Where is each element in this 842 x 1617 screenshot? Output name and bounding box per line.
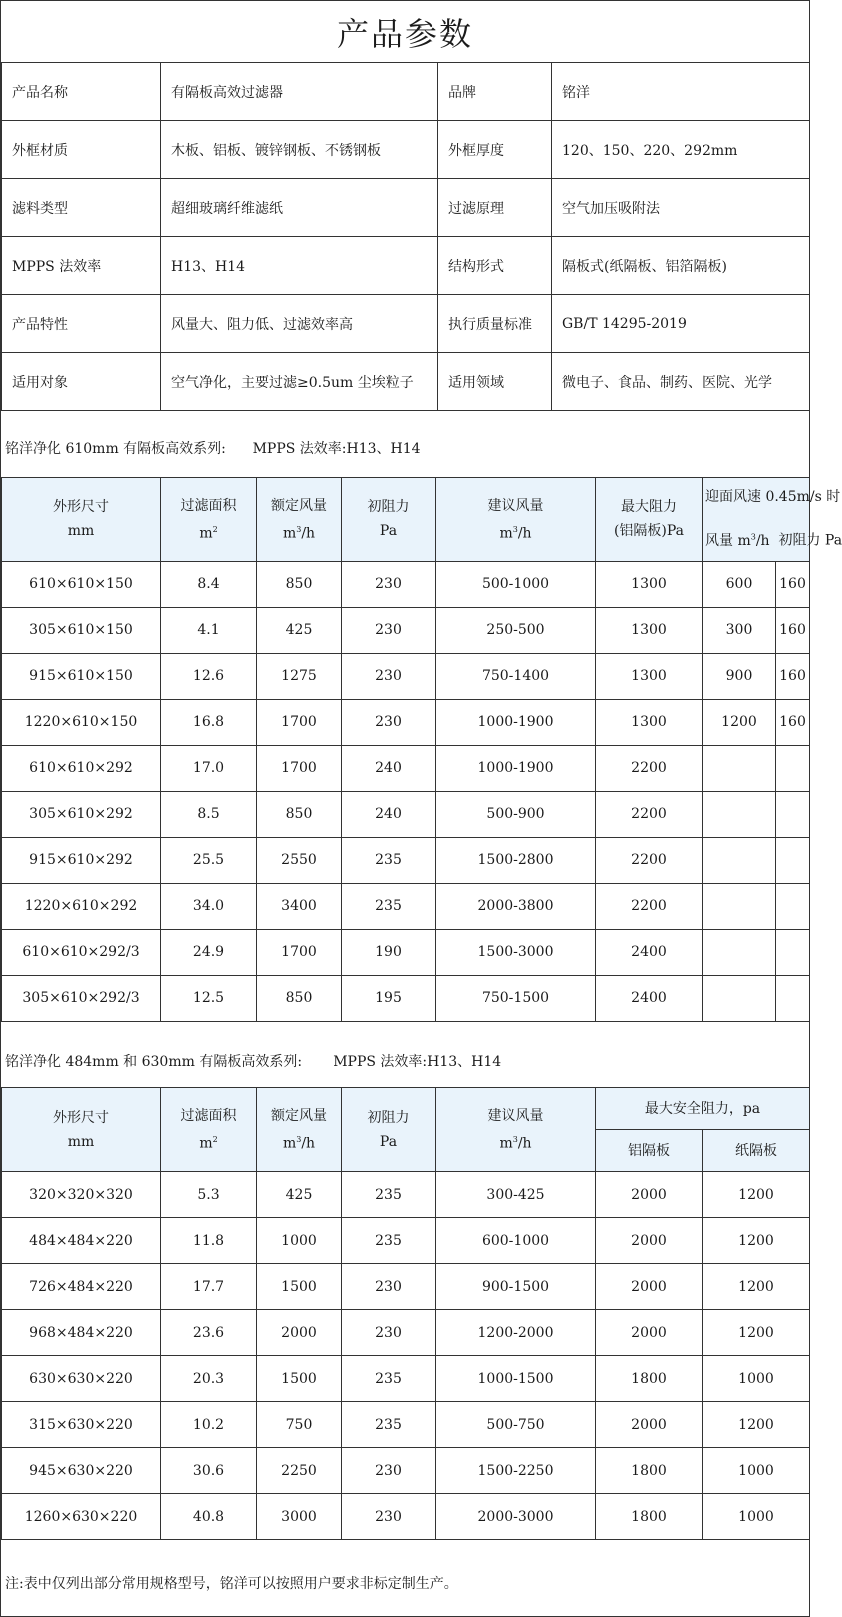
s2-table-row — [2, 1218, 810, 1264]
s2-cell: 750 — [257, 1402, 342, 1448]
s1-table-row — [2, 745, 810, 791]
s1-cell: 305×610×292 — [2, 791, 161, 837]
s2-cell: 235 — [342, 1218, 436, 1264]
s1-cell: 300 — [703, 607, 776, 653]
s1-cell: 230 — [342, 561, 436, 607]
param-label: 结构形式 — [438, 237, 552, 295]
s1-cell: 3400 — [257, 883, 342, 929]
s2-cell: 600-1000 — [436, 1218, 596, 1264]
s2-cell: 1200 — [703, 1310, 810, 1356]
s2-cell: 1000 — [257, 1218, 342, 1264]
s1-cell — [703, 837, 776, 883]
param-value: 120、150、220、292mm — [552, 121, 810, 179]
param-value: 木板、铝板、镀锌钢板、不锈钢板 — [161, 121, 438, 179]
s1-cell: 230 — [342, 653, 436, 699]
params-row — [2, 237, 810, 295]
s2-cell: 30.6 — [161, 1448, 257, 1494]
s1-cell — [776, 929, 810, 975]
s2-cell: 968×484×220 — [2, 1310, 161, 1356]
param-label: 外框材质 — [2, 121, 161, 179]
s2-cell: 230 — [342, 1448, 436, 1494]
s1-col-flow: 额定风量 $m^3/h$ — [257, 478, 342, 562]
s1-cell: 235 — [342, 837, 436, 883]
s1-col-max: 最大阻力 (铝隔板)Pa — [596, 478, 703, 562]
s2-table-row — [2, 1264, 810, 1310]
s2-cell: 320×320×320 — [2, 1172, 161, 1218]
s1-cell: 34.0 — [161, 883, 257, 929]
s2-table-row — [2, 1448, 810, 1494]
s1-cell: 1300 — [596, 607, 703, 653]
page-title: 产品参数 — [1, 1, 809, 63]
s2-cell: 726×484×220 — [2, 1264, 161, 1310]
s1-cell: 500-900 — [436, 791, 596, 837]
s2-cell: 1800 — [596, 1494, 703, 1540]
s1-cell: 610×610×292 — [2, 745, 161, 791]
s1-cell: 2400 — [596, 929, 703, 975]
s2-cell: 2000 — [596, 1218, 703, 1264]
param-value: 隔板式(纸隔板、铝箔隔板) — [552, 237, 810, 295]
s1-table-row — [2, 653, 810, 699]
s1-cell: 195 — [342, 975, 436, 1021]
s2-cell: 500-750 — [436, 1402, 596, 1448]
s1-cell: 900 — [703, 653, 776, 699]
param-label: 产品名称 — [2, 63, 161, 121]
s1-cell: 305×610×150 — [2, 607, 161, 653]
s1-cell: 1500-3000 — [436, 929, 596, 975]
s1-cell — [703, 745, 776, 791]
s2-cell: 1500 — [257, 1356, 342, 1402]
s1-cell: 915×610×292 — [2, 837, 161, 883]
s1-table-row — [2, 975, 810, 1021]
s1-cell: 230 — [342, 607, 436, 653]
s1-cell: 1275 — [257, 653, 342, 699]
s1-cell: 160 — [776, 561, 810, 607]
s1-cell: 1700 — [257, 699, 342, 745]
s1-table-row — [2, 837, 810, 883]
s2-cell: 230 — [342, 1494, 436, 1540]
s2-cell: 23.6 — [161, 1310, 257, 1356]
s1-cell: 1700 — [257, 745, 342, 791]
s2-cell: 1200 — [703, 1172, 810, 1218]
s2-cell: 235 — [342, 1172, 436, 1218]
footnote: 注:表中仅列出部分常用规格型号，铭洋可以按照用户要求非标定制生产。 — [5, 1576, 458, 1592]
s2-cell: 1000-1500 — [436, 1356, 596, 1402]
s1-col-face-flow: 风量 $m^3/h$ — [705, 532, 770, 549]
s2-cell: 230 — [342, 1264, 436, 1310]
s1-cell: 8.5 — [161, 791, 257, 837]
param-value: 微电子、食品、制药、医院、光学 — [552, 353, 810, 411]
s1-table-row — [2, 791, 810, 837]
params-row — [2, 179, 810, 237]
s2-cell: 1500 — [257, 1264, 342, 1310]
s2-cell: 1200-2000 — [436, 1310, 596, 1356]
params-row — [2, 63, 810, 121]
param-label: 产品特性 — [2, 295, 161, 353]
s2-cell: 945×630×220 — [2, 1448, 161, 1494]
s1-cell: 2200 — [596, 883, 703, 929]
s1-table-row — [2, 883, 810, 929]
s1-cell — [703, 791, 776, 837]
param-label: 过滤原理 — [438, 179, 552, 237]
s2-cell: 20.3 — [161, 1356, 257, 1402]
s1-cell: 16.8 — [161, 699, 257, 745]
s2-cell: 484×484×220 — [2, 1218, 161, 1264]
s1-cell: 1000-1900 — [436, 745, 596, 791]
s1-cell: 610×610×150 — [2, 561, 161, 607]
s2-cell: 1000 — [703, 1448, 810, 1494]
series1-table — [1, 477, 842, 1022]
s1-col-size: 外形尺寸 mm — [2, 478, 161, 562]
s1-cell: 425 — [257, 607, 342, 653]
s1-cell: 12.6 — [161, 653, 257, 699]
s1-cell: 160 — [776, 699, 810, 745]
s1-cell: 600 — [703, 561, 776, 607]
s1-cell: 1500-2800 — [436, 837, 596, 883]
params-table — [1, 62, 810, 411]
s1-cell: 8.4 — [161, 561, 257, 607]
param-label: 外框厚度 — [438, 121, 552, 179]
s1-cell — [703, 975, 776, 1021]
s1-cell: 190 — [342, 929, 436, 975]
s2-cell: 230 — [342, 1310, 436, 1356]
params-row — [2, 353, 810, 411]
s1-table-row — [2, 699, 810, 745]
s1-col-init: 初阻力 Pa — [342, 478, 436, 562]
s2-cell: 2000 — [596, 1402, 703, 1448]
s2-col-area: 过滤面积 $m^2$ — [161, 1088, 257, 1172]
s1-cell — [703, 883, 776, 929]
s2-cell: 40.8 — [161, 1494, 257, 1540]
s1-cell: 1220×610×292 — [2, 883, 161, 929]
s2-cell: 1260×630×220 — [2, 1494, 161, 1540]
s2-cell: 2000 — [596, 1172, 703, 1218]
s2-cell: 300-425 — [436, 1172, 596, 1218]
s2-cell: 1200 — [703, 1218, 810, 1264]
s2-cell: 1200 — [703, 1264, 810, 1310]
s2-cell: 1000 — [703, 1494, 810, 1540]
series2-caption: 铭洋净化 484mm 和 630mm 有隔板高效系列: MPPS 法效率:H13、H14 — [5, 1054, 502, 1070]
s1-cell: 24.9 — [161, 929, 257, 975]
s2-table-row — [2, 1494, 810, 1540]
s2-col-alu: 铝隔板 — [596, 1130, 703, 1172]
s1-cell: 2400 — [596, 975, 703, 1021]
s1-cell: 235 — [342, 883, 436, 929]
param-value: 铭洋 — [552, 63, 810, 121]
s1-cell — [776, 975, 810, 1021]
s1-cell — [776, 883, 810, 929]
s2-cell: 11.8 — [161, 1218, 257, 1264]
s2-cell: 5.3 — [161, 1172, 257, 1218]
s2-cell: 2000 — [596, 1264, 703, 1310]
s2-table-row — [2, 1356, 810, 1402]
param-value: 空气净化，主要过滤≥0.5um 尘埃粒子 — [161, 353, 438, 411]
s1-cell: 2200 — [596, 745, 703, 791]
s2-table-row — [2, 1172, 810, 1218]
s2-cell: 3000 — [257, 1494, 342, 1540]
s1-cell: 12.5 — [161, 975, 257, 1021]
series1-caption: 铭洋净化 610mm 有隔板高效系列: MPPS 法效率:H13、H14 — [5, 441, 421, 457]
s1-cell: 25.5 — [161, 837, 257, 883]
s2-cell: 1500-2250 — [436, 1448, 596, 1494]
s1-cell: 2200 — [596, 791, 703, 837]
s1-cell — [776, 837, 810, 883]
param-value: H13、H14 — [161, 237, 438, 295]
s1-col-face: 迎面风速 0.45m/s 时 风量 $m^3/h$ 初阻力 Pa — [703, 478, 810, 562]
s2-cell: 235 — [342, 1402, 436, 1448]
param-value: 有隔板高效过滤器 — [161, 63, 438, 121]
s1-cell: 750-1400 — [436, 653, 596, 699]
s1-cell: 850 — [257, 975, 342, 1021]
s2-cell: 900-1500 — [436, 1264, 596, 1310]
s1-cell: 305×610×292/3 — [2, 975, 161, 1021]
s1-cell: 850 — [257, 791, 342, 837]
s2-col-flow: 额定风量 $m^3/h$ — [257, 1088, 342, 1172]
s2-cell: 1800 — [596, 1448, 703, 1494]
series2-table — [1, 1087, 810, 1540]
s1-cell: 1300 — [596, 561, 703, 607]
s1-cell: 240 — [342, 745, 436, 791]
s1-cell: 4.1 — [161, 607, 257, 653]
s2-cell: 425 — [257, 1172, 342, 1218]
s1-cell: 1220×610×150 — [2, 699, 161, 745]
s2-cell: 2250 — [257, 1448, 342, 1494]
s2-cell: 1000 — [703, 1356, 810, 1402]
s2-cell: 1800 — [596, 1356, 703, 1402]
s2-col-size: 外形尺寸 mm — [2, 1088, 161, 1172]
s1-cell: 2550 — [257, 837, 342, 883]
s1-cell: 915×610×150 — [2, 653, 161, 699]
s1-cell: 850 — [257, 561, 342, 607]
s2-cell: 2000 — [257, 1310, 342, 1356]
s1-cell: 17.0 — [161, 745, 257, 791]
s1-cell — [776, 745, 810, 791]
s1-cell — [776, 791, 810, 837]
s2-table-row — [2, 1310, 810, 1356]
s1-cell: 1200 — [703, 699, 776, 745]
s1-col-face-init: 初阻力 Pa — [778, 532, 842, 549]
s1-table-row — [2, 929, 810, 975]
param-value: GB/T 14295-2019 — [552, 295, 810, 353]
s2-cell: 315×630×220 — [2, 1402, 161, 1448]
s1-cell: 160 — [776, 653, 810, 699]
s1-cell: 240 — [342, 791, 436, 837]
s1-cell: 1000-1900 — [436, 699, 596, 745]
s1-col-area: 过滤面积 $m^2$ — [161, 478, 257, 562]
param-label: 滤料类型 — [2, 179, 161, 237]
s2-cell: 235 — [342, 1356, 436, 1402]
s1-cell — [703, 929, 776, 975]
param-label: 品牌 — [438, 63, 552, 121]
s1-cell: 250-500 — [436, 607, 596, 653]
param-value: 空气加压吸附法 — [552, 179, 810, 237]
param-label: MPPS 法效率 — [2, 237, 161, 295]
s1-cell: 2000-3800 — [436, 883, 596, 929]
s2-cell: 17.7 — [161, 1264, 257, 1310]
param-label: 适用领域 — [438, 353, 552, 411]
s1-cell: 1300 — [596, 699, 703, 745]
s2-cell: 2000 — [596, 1310, 703, 1356]
s2-cell: 10.2 — [161, 1402, 257, 1448]
s1-cell: 230 — [342, 699, 436, 745]
s1-cell: 610×610×292/3 — [2, 929, 161, 975]
s1-cell: 1300 — [596, 653, 703, 699]
param-value: 超细玻璃纤维滤纸 — [161, 179, 438, 237]
s2-col-init: 初阻力 Pa — [342, 1088, 436, 1172]
s1-cell: 2200 — [596, 837, 703, 883]
s1-col-rec: 建议风量 $m^3/h$ — [436, 478, 596, 562]
s1-cell: 1700 — [257, 929, 342, 975]
param-label: 执行质量标准 — [438, 295, 552, 353]
s2-col-max-safe: 最大安全阻力，pa — [596, 1088, 810, 1130]
s2-table-row — [2, 1402, 810, 1448]
s1-table-row — [2, 561, 810, 607]
param-label: 适用对象 — [2, 353, 161, 411]
s2-cell: 2000-3000 — [436, 1494, 596, 1540]
s2-cell: 1200 — [703, 1402, 810, 1448]
s2-cell: 630×630×220 — [2, 1356, 161, 1402]
params-row — [2, 121, 810, 179]
s1-cell: 750-1500 — [436, 975, 596, 1021]
params-row — [2, 295, 810, 353]
s1-cell: 160 — [776, 607, 810, 653]
s2-col-paper: 纸隔板 — [703, 1130, 810, 1172]
s1-cell: 500-1000 — [436, 561, 596, 607]
param-value: 风量大、阻力低、过滤效率高 — [161, 295, 438, 353]
s1-table-row — [2, 607, 810, 653]
s2-col-rec: 建议风量 $m^3/h$ — [436, 1088, 596, 1172]
